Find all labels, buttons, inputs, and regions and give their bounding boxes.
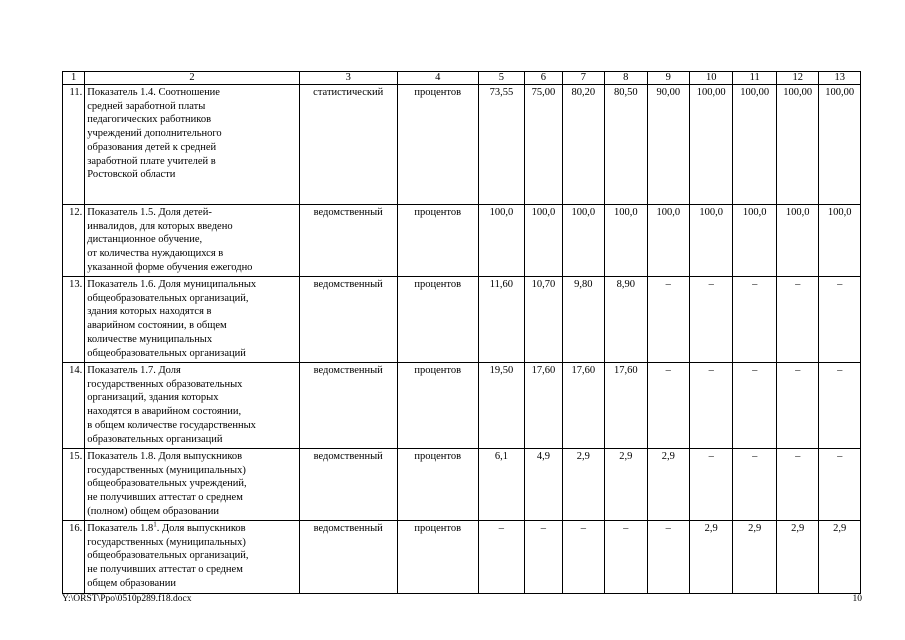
- year-value-cell: 100,0: [776, 205, 818, 277]
- year-value-cell: –: [733, 277, 776, 363]
- indicator-name-cell: [85, 521, 299, 594]
- indicator-type-cell: ведомственный: [299, 449, 397, 521]
- row-number-cell: 12.: [63, 205, 85, 277]
- year-value-cell: 100,0: [478, 205, 525, 277]
- year-value-cell: 2,9: [776, 521, 818, 594]
- year-value-cell: 100,00: [733, 85, 776, 205]
- row-number-cell: 11.: [63, 85, 85, 205]
- indicator-type-cell: статистический: [299, 85, 397, 205]
- indicator-name: Показатель 1.4. Соотношение средней заработной платы педагогических работников учреждений дополнительного образования детей к средней заработной плате учителей в Ростовской области: [87, 87, 222, 181]
- table-row: [63, 277, 861, 363]
- year-value-cell: 9,80: [562, 277, 604, 363]
- unit-cell: процентов: [397, 521, 478, 594]
- table-row: [63, 449, 861, 521]
- column-number-header: 6: [525, 72, 562, 85]
- year-value-cell: –: [690, 363, 733, 449]
- unit-cell: процентов: [397, 363, 478, 449]
- table-row: [63, 363, 861, 449]
- year-value-cell: 2,9: [605, 449, 647, 521]
- page-number: 10: [852, 594, 862, 604]
- year-value-cell: 90,00: [647, 85, 689, 205]
- unit-cell: процентов: [397, 85, 478, 205]
- indicator-name-cell: [85, 449, 299, 521]
- year-value-cell: 4,9: [525, 449, 562, 521]
- indicator-superscript: 1: [153, 520, 157, 529]
- year-value-cell: 100,00: [776, 85, 818, 205]
- indicator-name: Показатель 1.6. Доля муниципальных общеобразовательных организаций, здания которых находятся в аварийном состоянии, в общем количестве муниципальных общеобразовательных организаций: [87, 279, 257, 359]
- column-number-header: 2: [85, 72, 299, 85]
- column-number-header: 7: [562, 72, 604, 85]
- indicator-name: Показатель 1.7. Доля государственных образовательных организаций, здания которых находятся в аварийном состоянии, в общем количестве государственных образовательных организаций: [87, 365, 256, 445]
- year-value-cell: 17,60: [605, 363, 647, 449]
- year-value-cell: 80,50: [605, 85, 647, 205]
- year-value-cell: –: [647, 363, 689, 449]
- table-row: [63, 205, 861, 277]
- column-number-header: 5: [478, 72, 525, 85]
- year-value-cell: 2,9: [647, 449, 689, 521]
- indicator-name: Показатель 1.8: [87, 523, 154, 534]
- column-number-header: 11: [733, 72, 776, 85]
- indicator-name-cell: [85, 363, 299, 449]
- indicator-name-cell: [85, 205, 299, 277]
- year-value-cell: 17,60: [562, 363, 604, 449]
- file-path-footer: Y:\ORST\Ppo\0510p289.f18.docx: [62, 594, 192, 604]
- year-value-cell: 2,9: [690, 521, 733, 594]
- unit-cell: процентов: [397, 449, 478, 521]
- year-value-cell: 2,9: [562, 449, 604, 521]
- year-value-cell: 80,20: [562, 85, 604, 205]
- table-row: [63, 521, 861, 594]
- year-value-cell: 2,9: [819, 521, 861, 594]
- year-value-cell: 100,0: [525, 205, 562, 277]
- year-value-cell: 73,55: [478, 85, 525, 205]
- table-row: [63, 85, 861, 205]
- year-value-cell: 100,0: [605, 205, 647, 277]
- year-value-cell: 100,0: [690, 205, 733, 277]
- indicator-type-cell: ведомственный: [299, 205, 397, 277]
- year-value-cell: –: [690, 277, 733, 363]
- year-value-cell: 100,0: [733, 205, 776, 277]
- unit-cell: процентов: [397, 205, 478, 277]
- year-value-cell: –: [525, 521, 562, 594]
- column-number-header-row: [63, 72, 861, 85]
- year-value-cell: 10,70: [525, 277, 562, 363]
- year-value-cell: 100,0: [562, 205, 604, 277]
- year-value-cell: –: [776, 277, 818, 363]
- year-value-cell: 100,00: [819, 85, 861, 205]
- indicator-name-continuation: . Доля выпускников государственных (муниципальных) общеобразовательных организаций, не получивших аттестат о среднем общем образовании: [87, 523, 249, 589]
- year-value-cell: –: [733, 449, 776, 521]
- year-value-cell: –: [478, 521, 525, 594]
- indicator-type-cell: ведомственный: [299, 277, 397, 363]
- year-value-cell: –: [776, 449, 818, 521]
- year-value-cell: –: [819, 363, 861, 449]
- year-value-cell: –: [647, 521, 689, 594]
- column-number-header: 13: [819, 72, 861, 85]
- indicator-name: Показатель 1.8. Доля выпускников государственных (муниципальных) общеобразовательных учреждений, не получивших аттестат о среднем (полном) общем образовании: [87, 451, 247, 517]
- column-number-header: 10: [690, 72, 733, 85]
- column-number-header: 8: [605, 72, 647, 85]
- year-value-cell: –: [733, 363, 776, 449]
- column-number-header: 12: [776, 72, 818, 85]
- row-number-cell: 15.: [63, 449, 85, 521]
- year-value-cell: 19,50: [478, 363, 525, 449]
- column-number-header: 1: [63, 72, 85, 85]
- indicator-name-cell: [85, 85, 299, 205]
- year-value-cell: 17,60: [525, 363, 562, 449]
- year-value-cell: 2,9: [733, 521, 776, 594]
- year-value-cell: 100,0: [819, 205, 861, 277]
- year-value-cell: 100,0: [647, 205, 689, 277]
- year-value-cell: 6,1: [478, 449, 525, 521]
- indicator-name-cell: [85, 277, 299, 363]
- year-value-cell: 11,60: [478, 277, 525, 363]
- indicator-type-cell: ведомственный: [299, 521, 397, 594]
- unit-cell: процентов: [397, 277, 478, 363]
- column-number-header: 4: [397, 72, 478, 85]
- year-value-cell: 8,90: [605, 277, 647, 363]
- indicator-name: Показатель 1.5. Доля детей- инвалидов, для которых введено дистанционное обучение, от количества нуждающихся в указанной форме обучения ежегодно: [87, 207, 253, 273]
- column-number-header: 9: [647, 72, 689, 85]
- indicator-type-cell: ведомственный: [299, 363, 397, 449]
- year-value-cell: –: [690, 449, 733, 521]
- year-value-cell: –: [605, 521, 647, 594]
- year-value-cell: –: [819, 449, 861, 521]
- year-value-cell: –: [647, 277, 689, 363]
- indicators-table: [62, 71, 861, 594]
- year-value-cell: –: [562, 521, 604, 594]
- year-value-cell: 100,00: [690, 85, 733, 205]
- row-number-cell: 16.: [63, 521, 85, 594]
- year-value-cell: –: [776, 363, 818, 449]
- row-number-cell: 14.: [63, 363, 85, 449]
- year-value-cell: –: [819, 277, 861, 363]
- year-value-cell: 75,00: [525, 85, 562, 205]
- column-number-header: 3: [299, 72, 397, 85]
- row-number-cell: 13.: [63, 277, 85, 363]
